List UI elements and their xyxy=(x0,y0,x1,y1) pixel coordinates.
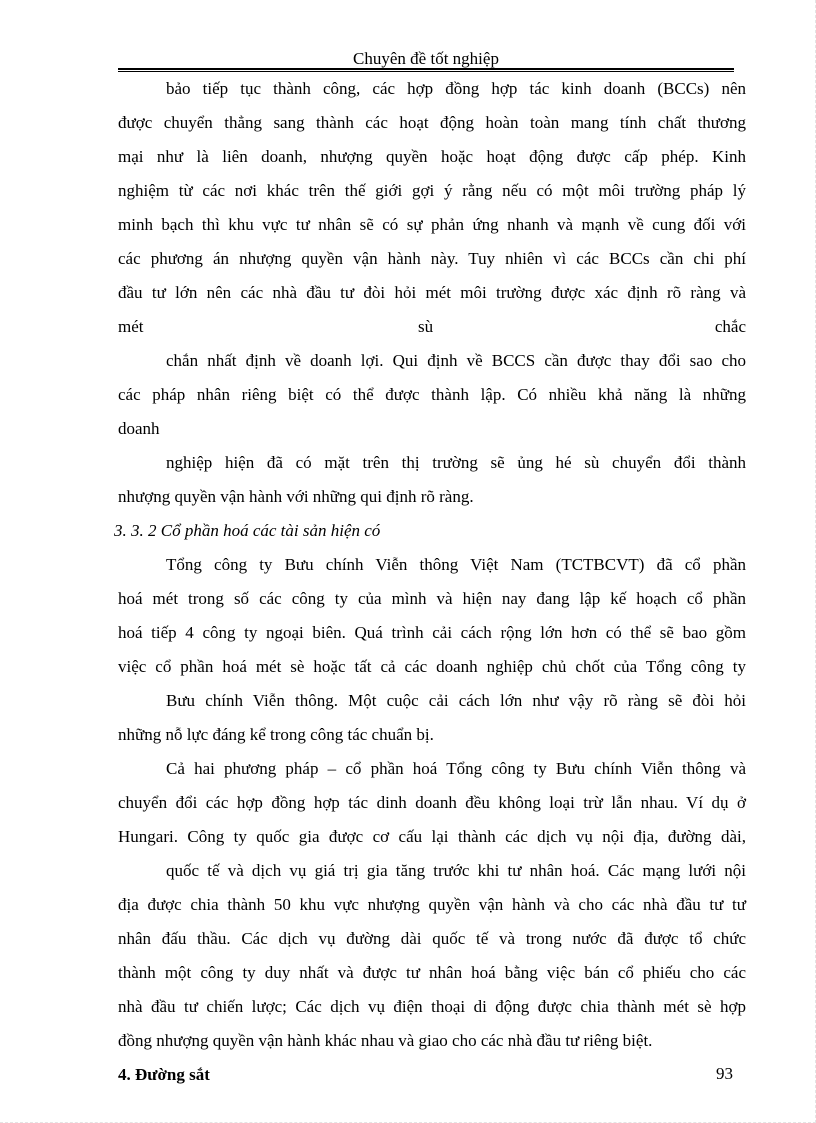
text-line: Cả hai phương pháp – cổ phần hoá Tổng công ty Bưu chính Viễn thông và xyxy=(166,759,746,778)
text-line: nghiệm từ các nơi khác trên thế giới gợi ý rằng nếu có một môi trường pháp lý xyxy=(118,181,746,200)
page-number: 93 xyxy=(716,1064,733,1083)
word-chac: chắc xyxy=(714,317,746,336)
text-line: chắn nhất định về doanh lợi. Qui định về BCCS cần được thay đổi sao cho xyxy=(166,351,746,370)
text-line xyxy=(118,310,746,344)
text-line: các pháp nhân riêng biệt có thể được thành lập. Có nhiều khả năng là những xyxy=(118,385,746,404)
text-line: hoá mét trong số các công ty của mình và hiện nay đang lập kế hoạch cổ phần xyxy=(118,589,746,608)
text-line: nghiệp hiện đã có mặt trên thị trường sẽ ủng hé sù chuyển đổi thành xyxy=(166,453,746,472)
text-line: nhà đầu tư chiến lược; Các dịch vụ điện thoại di động được chia thành mét sè hợp xyxy=(118,997,746,1016)
text-line: bảo tiếp tục thành công, các hợp đồng hợp tác kinh doanh (BCCs) nên xyxy=(166,79,746,98)
text-line: Hungari. Công ty quốc gia được cơ cấu lại thành các dịch vụ nội địa, đường dài, xyxy=(118,827,746,846)
text-line: được chuyển thẳng sang thành các hoạt động hoàn toàn mang tính chất thương xyxy=(118,113,746,132)
subsection-heading: 3. 3. 2 Cổ phần hoá các tài sản hiện có xyxy=(114,521,381,540)
text-line: các phương án nhượng quyền vận hành này. Tuy nhiên vì các BCCs cần chi phí xyxy=(118,249,746,268)
text-line: chuyển đổi các hợp đồng hợp tác dinh doanh đều không loại trừ lẫn nhau. Ví dụ ở xyxy=(118,793,746,812)
document-body xyxy=(114,72,746,1092)
text-line: nhượng quyền vận hành với những qui định rõ ràng. xyxy=(118,487,474,506)
text-line: những nỗ lực đáng kể trong công tác chuẩn bị. xyxy=(118,725,434,744)
text-line: Tổng công ty Bưu chính Viễn thông Việt Nam (TCTBCVT) đã cổ phần xyxy=(166,555,746,574)
text-line: nhân đấu thầu. Các dịch vụ đường dài quốc tế và trong nước đã được tổ chức xyxy=(118,929,746,948)
text-line: quốc tế và dịch vụ giá trị gia tăng trước khi tư nhân hoá. Các mạng lưới nội xyxy=(166,861,746,880)
section-heading: 4. Đường sắt xyxy=(118,1065,210,1084)
text-line: mại như là liên doanh, nhượng quyền hoặc hoạt động được cấp phép. Kinh xyxy=(118,147,746,166)
text-line: đầu tư lớn nên các nhà đầu tư đòi hỏi mét môi trường được xác định rõ ràng và xyxy=(118,283,746,302)
word-su: sù xyxy=(418,317,434,336)
text-line: Bưu chính Viễn thông. Một cuộc cải cách lớn như vậy rõ ràng sẽ đòi hỏi xyxy=(166,691,746,710)
text-line: đồng nhượng quyền vận hành khác nhau và giao cho các nhà đầu tư riêng biệt. xyxy=(118,1031,653,1050)
text-line: thành một công ty duy nhất và được tư nhân hoá bằng việc bán cổ phiếu cho các xyxy=(118,963,746,982)
text-line: việc cổ phần hoá mét sè hoặc tất cả các doanh nghiệp chủ chốt của Tổng công ty xyxy=(118,657,746,676)
text-line: minh bạch thì khu vực tư nhân sẽ có sự phản ứng nhanh và mạnh về cung đối với xyxy=(118,215,746,234)
text-line: hoá tiếp 4 công ty ngoại biên. Quá trình cải cách rộng lớn hơn có thể sẽ bao gồm xyxy=(118,623,746,642)
running-header: Chuyên đề tốt nghiệp xyxy=(353,49,499,68)
text-line: địa được chia thành 50 khu vực nhượng quyền vận hành và cho các nhà đầu tư tư xyxy=(118,895,746,914)
text-line: doanh xyxy=(118,419,160,438)
word-met: mét xyxy=(118,317,144,336)
